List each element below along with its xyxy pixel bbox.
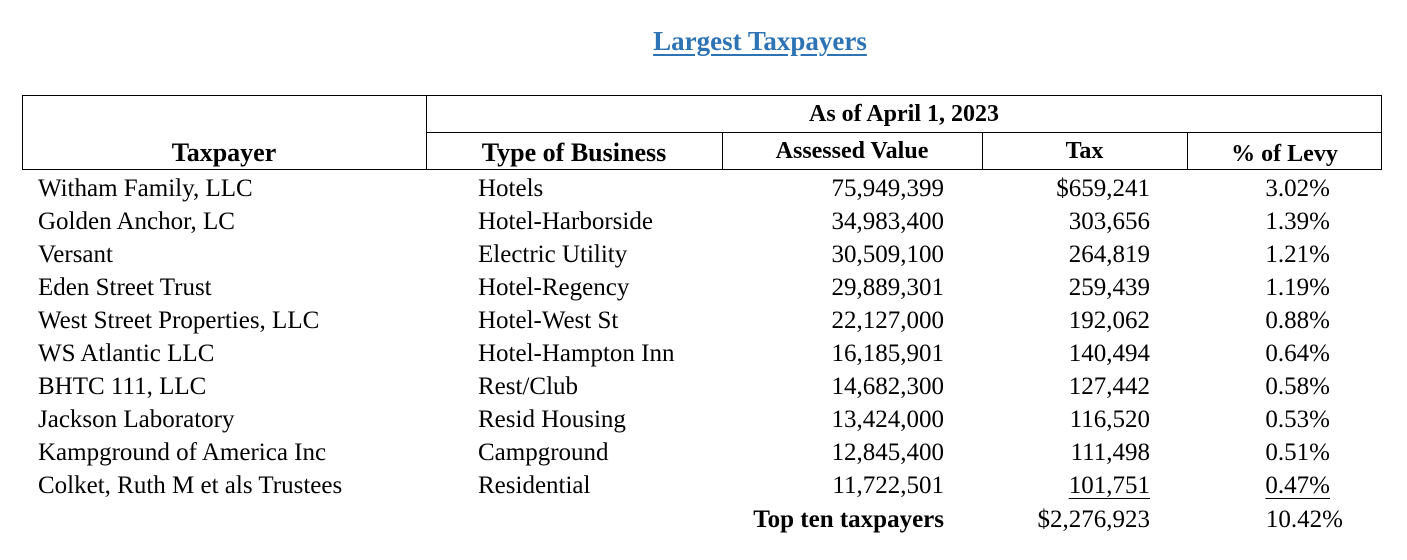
levy-percent: 1.39% [1265,208,1330,235]
business-type: Hotel-West St [478,307,619,334]
total-levy-percent: 10.42% [1265,506,1343,533]
assessed-value: 29,889,301 [831,274,944,301]
page-title: Largest Taxpayers [653,26,867,56]
tax-amount: 111,498 [1070,439,1150,466]
taxpayer-name: Eden Street Trust [38,274,212,301]
total-label: Top ten taxpayers [753,506,944,533]
taxpayer-name: BHTC 111, LLC [38,373,207,400]
business-type: Hotels [478,175,544,202]
business-type: Campground [478,439,609,466]
tax-amount: 116,520 [1069,406,1150,433]
assessed-value: 30,509,100 [831,241,944,268]
assessed-value: 34,983,400 [831,208,944,235]
levy-percent: 3.02% [1265,175,1330,202]
tax-amount: 140,494 [1068,340,1150,367]
levy-percent: 1.19% [1265,274,1330,301]
business-type: Rest/Club [478,373,579,400]
levy-percent: 0.51% [1265,439,1330,466]
business-type: Residential [478,472,591,499]
assessed-value: 12,845,400 [831,439,944,466]
taxpayer-name: Golden Anchor, LC [38,208,235,235]
taxpayer-name: Jackson Laboratory [38,406,235,433]
header-type-of-business: Type of Business [481,138,667,167]
taxpayer-name: WS Atlantic LLC [38,340,215,367]
business-type: Electric Utility [478,241,628,268]
tax-amount: 127,442 [1068,373,1150,400]
header-percent-of-levy: % of Levy [1231,141,1338,167]
total-tax: $2,276,923 [1037,506,1150,533]
business-type: Hotel-Hampton Inn [478,340,675,367]
header-bottom-border [22,169,1382,170]
header-tax: Tax [1065,138,1104,164]
tax-amount: $659,241 [1056,175,1150,202]
assessed-value: 11,722,501 [832,472,944,499]
business-type: Resid Housing [478,406,626,433]
header-date-group: As of April 1, 2023 [808,101,999,127]
assessed-value: 22,127,000 [831,307,944,334]
header-date-divider [426,132,1382,133]
taxpayer-name: Versant [38,241,113,268]
header-top-border [22,95,1382,96]
tax-amount: 192,062 [1068,307,1150,334]
tax-amount: 101,751 [1068,472,1150,499]
tax-amount: 259,439 [1068,274,1150,301]
taxpayer-name: Kampground of America Inc [38,439,327,466]
levy-percent: 0.53% [1265,406,1330,433]
levy-percent: 0.58% [1265,373,1330,400]
business-type: Hotel-Harborside [478,208,653,235]
levy-percent: 1.21% [1265,241,1330,268]
taxpayer-name: Witham Family, LLC [38,175,253,202]
tax-amount: 303,656 [1068,208,1150,235]
taxpayer-name: Colket, Ruth M et als Trustees [38,472,343,499]
tax-amount: 264,819 [1068,241,1150,268]
header-assessed-value: Assessed Value [775,138,929,164]
business-type: Hotel-Regency [478,274,630,301]
levy-percent: 0.64% [1265,340,1330,367]
assessed-value: 75,949,399 [831,175,944,202]
assessed-value: 13,424,000 [831,406,944,433]
assessed-value: 16,185,901 [831,340,944,367]
levy-percent: 0.88% [1265,307,1330,334]
header-taxpayer: Taxpayer [171,138,277,167]
levy-percent: 0.47% [1265,472,1330,499]
taxpayer-name: West Street Properties, LLC [38,307,320,334]
assessed-value: 14,682,300 [831,373,944,400]
